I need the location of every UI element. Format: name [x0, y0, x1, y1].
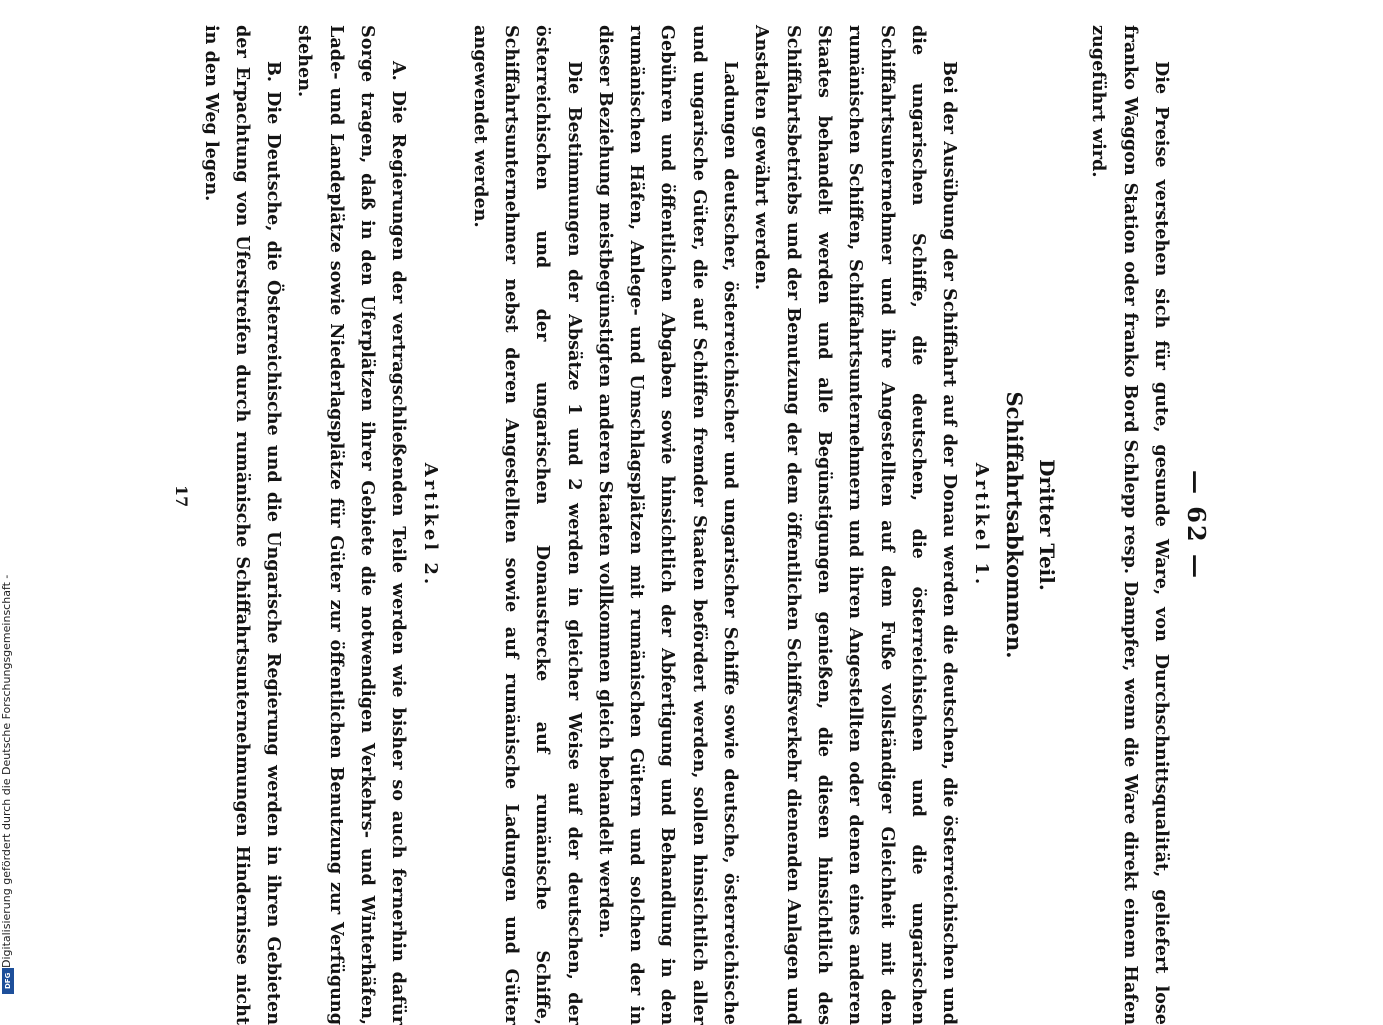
- part-heading: Dritter Teil.: [1035, 459, 1060, 591]
- signature-mark: 17: [172, 485, 192, 508]
- article-2-heading: Artikel 2.: [420, 462, 442, 588]
- article-1-paragraph-1: Bei der Ausübung der Schiffahrt auf der Donau werden die deutschen, die österreichischen und die ungarischen Schiffe, die deutschen, die österreichischen und die ungarischen Schiffahrtsunternehmer und ihre Angestellten auf dem Fuße vollständiger Gleichheit mit den rumänischen Schiffen, Schiffahrtsunternehmern und ihren Angestellten oder denen eines anderen Staates behandelt werden und alle Begünstigungen genießen, die diesen hinsichtlich des Schiffahrtsbetriebs und der Benutzung der dem öffentlichen Schiffsverkehr dienenden Anlagen und Anstalten gewährt werden.: [751, 25, 961, 1025]
- digitization-footer: [0, 0, 24, 1000]
- article-1-paragraph-3: Die Bestimmungen der Absätze 1 und 2 werden in gleicher Weise auf der deutschen, der österreichischen und der ungarischen Donaustrecke auf rumänische Schiffe, Schiffahrtsunternehmer nebst deren Angestellten sowie auf rumänische Ladungen und Güter angewendet werden.: [469, 25, 585, 1025]
- part-title: Schiffahrtsabkommen.: [1002, 391, 1028, 659]
- article-2-paragraph-b: B. Die Deutsche, die Österreichische und die Ungarische Regierung werden in ihren Gebieten der Erpachtung von Uferstreifen durch rumänische Schiffahrtsunternehmungen Hindernisse nicht in den Weg legen.: [200, 25, 285, 1025]
- intro-paragraph: Die Preise verstehen sich für gute, gesunde Ware, von Durchschnittsqualität, geliefert lose franko Waggon Station oder franko Bord Schlepp resp. Dampfer, wenn die Ware direkt einem Hafen zugeführt wird.: [1088, 25, 1172, 1025]
- article-2-paragraph-a: A. Die Regierungen der vertragschließenden Teile werden wie bisher so auch fernerhin dafür Sorge tragen, daß in den Uferplätzen ihrer Gebiete die notwendigen Verkehrs- und Winterhäfen, Lade- und Landeplätze sowie Niederlagsplätze für Güter zur öffentlichen Benutzung zur Verfügung stehen.: [294, 25, 410, 1025]
- article-1-paragraph-2: Ladungen deutscher, österreichischer und ungarischer Schiffe sowie deutsche, österreichische und ungarische Güter, die auf Schiffen fremder Staaten befördert werden, sollen hinsichtlich aller Gebühren und öffentlichen Abgaben sowie hinsichtlich der Abfertigung und Behandlung in den rumänischen Häfen, Anlege- und Umschlagsplätzen mit rumänischen Gütern und solchen der in dieser Beziehung meistbegünstigten anderen Staaten vollkommen gleich behandelt werden.: [594, 25, 742, 1025]
- document-page: [166, 25, 1211, 1025]
- article-1-heading: Artikel 1.: [971, 462, 993, 588]
- page-number: — 62 —: [1182, 469, 1211, 581]
- dfg-logo-icon: DFG: [2, 968, 14, 994]
- footer-credit-text: Digitalisierung gefördert durch die Deutsche Forschungsgemeinschaft -: [0, 574, 13, 968]
